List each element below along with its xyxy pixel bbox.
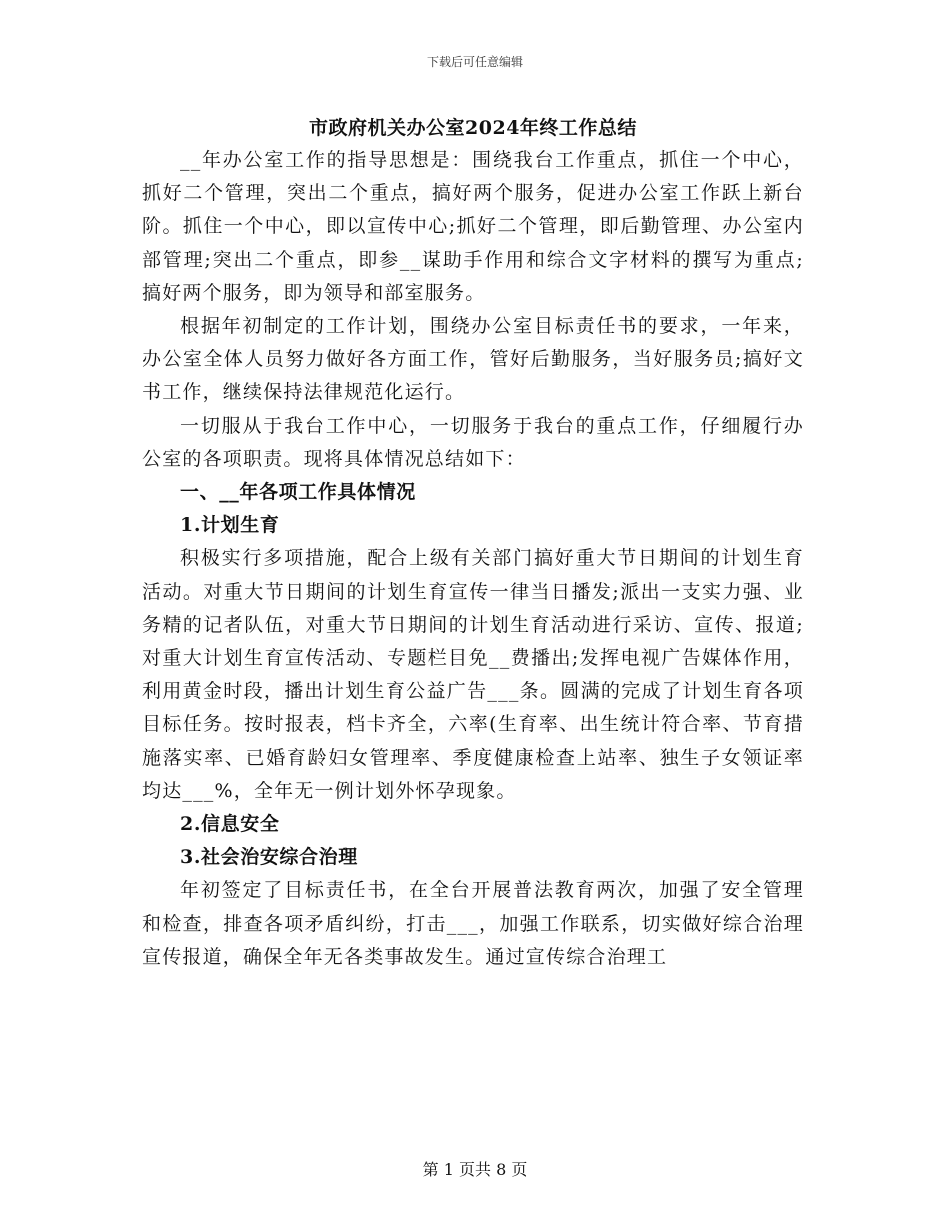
subheading-family-planning: 1.计划生育 <box>180 514 280 537</box>
document-body <box>142 112 804 974</box>
section-heading-1: 一、__年各项工作具体情况 <box>180 481 416 504</box>
subheading-public-security: 3.社会治安综合治理 <box>180 846 358 869</box>
header-note: 下载后可任意编辑 <box>426 55 523 69</box>
page-number: 第 1 页共 8 页 <box>422 1160 528 1179</box>
paragraph-summary-intro: 一切服从于我台工作中心，一切服务于我台的重点工作，仔细履行办公室的各项职责。现将具体情况总结如下： <box>142 414 804 470</box>
subheading-information-security: 2.信息安全 <box>180 813 280 836</box>
document-title: 市政府机关办公室2024年终工作总结 <box>309 117 637 139</box>
paragraph-work-plan: 根据年初制定的工作计划，围绕办公室目标责任书的要求，一年来，办公室全体人员努力做好各方面工作，管好后勤服务，当好服务员;搞好文书工作，继续保持法律规范化运行。 <box>142 315 804 404</box>
paragraph-family-planning: 积极实行多项措施，配合上级有关部门搞好重大节日期间的计划生育活动。对重大节日期间的计划生育宣传一律当日播发;派出一支实力强、业务精的记者队伍，对重大节日期间的计划生育活动进行采访、宣传、报道;对重大计划生育宣传活动、专题栏目免__费播出;发挥电视广告媒体作用，利用黄金时段，播出计划生育公益广告___条。圆满的完成了计划生育各项目标任务。按时报表，档卡齐全，六率(生育率、出生统计符合率、节育措施落实率、已婚育龄妇女管理率、季度健康检查上站率、独生子女领证率均达___%，全年无一例计划外怀孕现象。 <box>142 547 804 802</box>
paragraph-public-security: 年初签定了目标责任书，在全台开展普法教育两次，加强了安全管理和检查，排查各项矛盾纠纷，打击___，加强工作联系，切实做好综合治理宣传报道，确保全年无各类事故发生。通过宣传综合治理工 <box>142 879 804 968</box>
paragraph-guiding-idea: __年办公室工作的指导思想是：围绕我台工作重点，抓住一个中心，抓好二个管理，突出二个重点，搞好两个服务，促进办公室工作跃上新台阶。抓住一个中心，即以宣传中心;抓好二个管理，即后勤管理、办公室内部管理;突出二个重点，即参__谋助手作用和综合文字材料的撰写为重点;搞好两个服务，即为领导和部室服务。 <box>142 149 804 304</box>
